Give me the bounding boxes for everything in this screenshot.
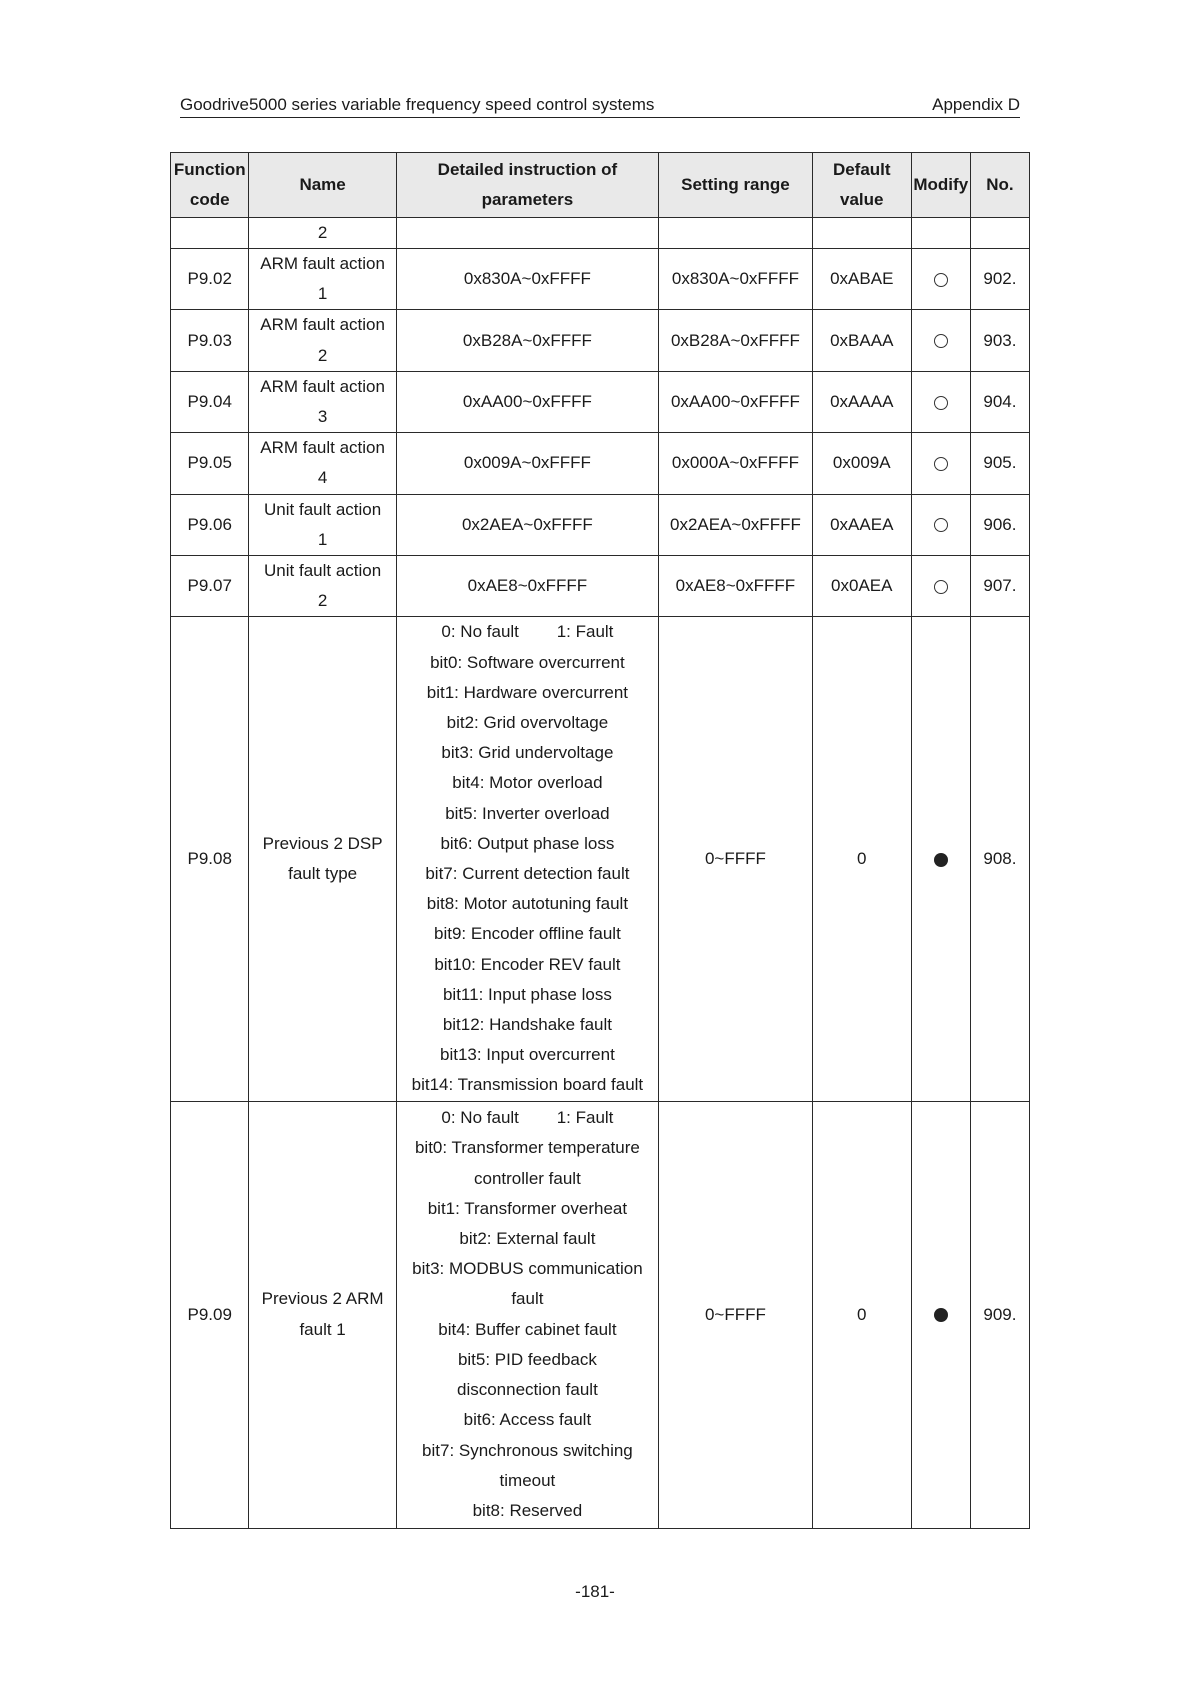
param-number: 902. xyxy=(970,249,1029,310)
modify-open-circle-icon xyxy=(911,433,970,494)
parameter-table xyxy=(170,152,1030,1529)
fault-bit-line: bit12: Handshake fault xyxy=(442,1015,612,1035)
default-value: 0xAAAA xyxy=(812,371,911,432)
table-row xyxy=(171,433,1030,494)
param-detail: 0x2AEA~0xFFFF xyxy=(396,494,658,555)
p909-bit-lines xyxy=(397,1133,658,1526)
default-value: 0x0AEA xyxy=(812,556,911,617)
param-detail-list xyxy=(396,617,658,1101)
fault-bit-line: bit10: Encoder REV fault xyxy=(434,954,621,974)
fault-bit-line: bit1: Transformer overheat xyxy=(427,1198,628,1218)
function-code: P9.08 xyxy=(171,617,249,1101)
fault-bit-line: bit2: Grid overvoltage xyxy=(446,713,609,733)
header-modify: Modify xyxy=(911,153,970,218)
setting-range: 0xAA00~0xFFFF xyxy=(659,371,813,432)
table-row xyxy=(171,494,1030,555)
setting-range: 0x000A~0xFFFF xyxy=(659,433,813,494)
default-value: 0x009A xyxy=(812,433,911,494)
fault-bit-line: bit2: External fault xyxy=(459,1229,596,1249)
setting-range: 0~FFFF xyxy=(659,617,813,1101)
param-name: Unit fault action 1 xyxy=(249,494,396,555)
fault-bit-line: bit1: Hardware overcurrent xyxy=(426,682,629,702)
modify-filled-circle-icon xyxy=(911,617,970,1101)
default-value: 0 xyxy=(812,617,911,1101)
header-detailed-instruction: Detailed instruction of parameters xyxy=(396,153,658,218)
table-row xyxy=(171,310,1030,371)
page-number: -181- xyxy=(575,1582,615,1601)
param-name: ARM fault action 1 xyxy=(249,249,396,310)
setting-range: 0~FFFF xyxy=(659,1101,813,1528)
table-row-p909 xyxy=(171,1101,1030,1528)
fault-bit-line: bit5: PID feedback xyxy=(457,1349,597,1369)
default-value: 0 xyxy=(812,1101,911,1528)
table-row-continuation xyxy=(171,218,1030,249)
fault-bit-line: bit7: Current detection fault xyxy=(425,864,630,884)
param-name: ARM fault action 2 xyxy=(249,310,396,371)
header-title: Goodrive5000 series variable frequency speed control systems xyxy=(180,95,655,114)
fault-legend: 0: No fault 1: Fault xyxy=(441,1108,614,1128)
header-default-value: Default value xyxy=(812,153,911,218)
table-row xyxy=(171,371,1030,432)
fault-bit-line: bit6: Output phase loss xyxy=(440,833,615,853)
table-row-p908 xyxy=(171,617,1030,1101)
table-header-row xyxy=(171,153,1030,218)
default-value: 0xAAEA xyxy=(812,494,911,555)
function-code: P9.03 xyxy=(171,310,249,371)
p908-bit-lines xyxy=(397,648,658,1101)
param-name: ARM fault action 4 xyxy=(249,433,396,494)
continuation-name: 2 xyxy=(249,218,396,249)
setting-range: 0xB28A~0xFFFF xyxy=(659,310,813,371)
modify-open-circle-icon xyxy=(911,556,970,617)
fault-bit-line: disconnection fault xyxy=(456,1380,598,1400)
function-code: P9.09 xyxy=(171,1101,249,1528)
param-number: 906. xyxy=(970,494,1029,555)
fault-bit-line: bit9: Encoder offline fault xyxy=(434,924,621,944)
param-number: 909. xyxy=(970,1101,1029,1528)
param-detail: 0xAA00~0xFFFF xyxy=(396,371,658,432)
param-number: 907. xyxy=(970,556,1029,617)
modify-filled-circle-icon xyxy=(911,1101,970,1528)
param-number: 908. xyxy=(970,617,1029,1101)
setting-range: 0xAE8~0xFFFF xyxy=(659,556,813,617)
setting-range: 0x2AEA~0xFFFF xyxy=(659,494,813,555)
function-code: P9.06 xyxy=(171,494,249,555)
param-number: 905. xyxy=(970,433,1029,494)
function-code: P9.02 xyxy=(171,249,249,310)
fault-bit-line: bit3: Grid undervoltage xyxy=(441,743,614,763)
param-detail: 0xAE8~0xFFFF xyxy=(396,556,658,617)
fault-bit-line: bit4: Motor overload xyxy=(452,773,603,793)
fault-bit-line: bit5: Inverter overload xyxy=(445,803,610,823)
fault-legend: 0: No fault 1: Fault xyxy=(441,622,614,642)
fault-bit-line: bit14: Transmission board fault xyxy=(411,1075,644,1095)
param-number: 904. xyxy=(970,371,1029,432)
default-value: 0xBAAA xyxy=(812,310,911,371)
table-row xyxy=(171,249,1030,310)
setting-range: 0x830A~0xFFFF xyxy=(659,249,813,310)
fault-bit-line: bit3: MODBUS communication xyxy=(412,1259,643,1279)
function-code: P9.05 xyxy=(171,433,249,494)
fault-bit-line: bit8: Reserved xyxy=(472,1500,583,1520)
param-detail: 0x830A~0xFFFF xyxy=(396,249,658,310)
table-row xyxy=(171,556,1030,617)
header-no: No. xyxy=(970,153,1029,218)
param-name: Previous 2 DSP fault type xyxy=(249,617,396,1101)
param-name: Previous 2 ARM fault 1 xyxy=(249,1101,396,1528)
modify-open-circle-icon xyxy=(911,310,970,371)
fault-bit-line: bit7: Synchronous switching xyxy=(422,1440,633,1460)
fault-bit-line: bit0: Software overcurrent xyxy=(430,652,625,672)
param-name: Unit fault action 2 xyxy=(249,556,396,617)
fault-bit-line: timeout xyxy=(499,1470,556,1490)
fault-bit-line: bit13: Input overcurrent xyxy=(439,1045,615,1065)
modify-open-circle-icon xyxy=(911,249,970,310)
param-detail: 0xB28A~0xFFFF xyxy=(396,310,658,371)
modify-open-circle-icon xyxy=(911,371,970,432)
header-function-code: Function code xyxy=(171,153,249,218)
header-setting-range: Setting range xyxy=(659,153,813,218)
fault-bit-line: bit8: Motor autotuning fault xyxy=(426,894,629,914)
fault-bit-line: fault xyxy=(511,1289,544,1309)
param-detail-list xyxy=(396,1101,658,1528)
fault-bit-line: controller fault xyxy=(474,1168,581,1188)
fault-bit-line: bit0: Transformer temperature xyxy=(414,1138,640,1158)
function-code: P9.04 xyxy=(171,371,249,432)
param-name: ARM fault action 3 xyxy=(249,371,396,432)
page-header xyxy=(180,92,1020,118)
param-number: 903. xyxy=(970,310,1029,371)
fault-bit-line: bit6: Access fault xyxy=(463,1410,592,1430)
modify-open-circle-icon xyxy=(911,494,970,555)
function-code: P9.07 xyxy=(171,556,249,617)
header-name: Name xyxy=(249,153,396,218)
fault-bit-line: bit4: Buffer cabinet fault xyxy=(438,1319,617,1339)
default-value: 0xABAE xyxy=(812,249,911,310)
header-section: Appendix D xyxy=(932,95,1020,114)
param-detail: 0x009A~0xFFFF xyxy=(396,433,658,494)
fault-bit-line: bit11: Input phase loss xyxy=(442,984,612,1004)
